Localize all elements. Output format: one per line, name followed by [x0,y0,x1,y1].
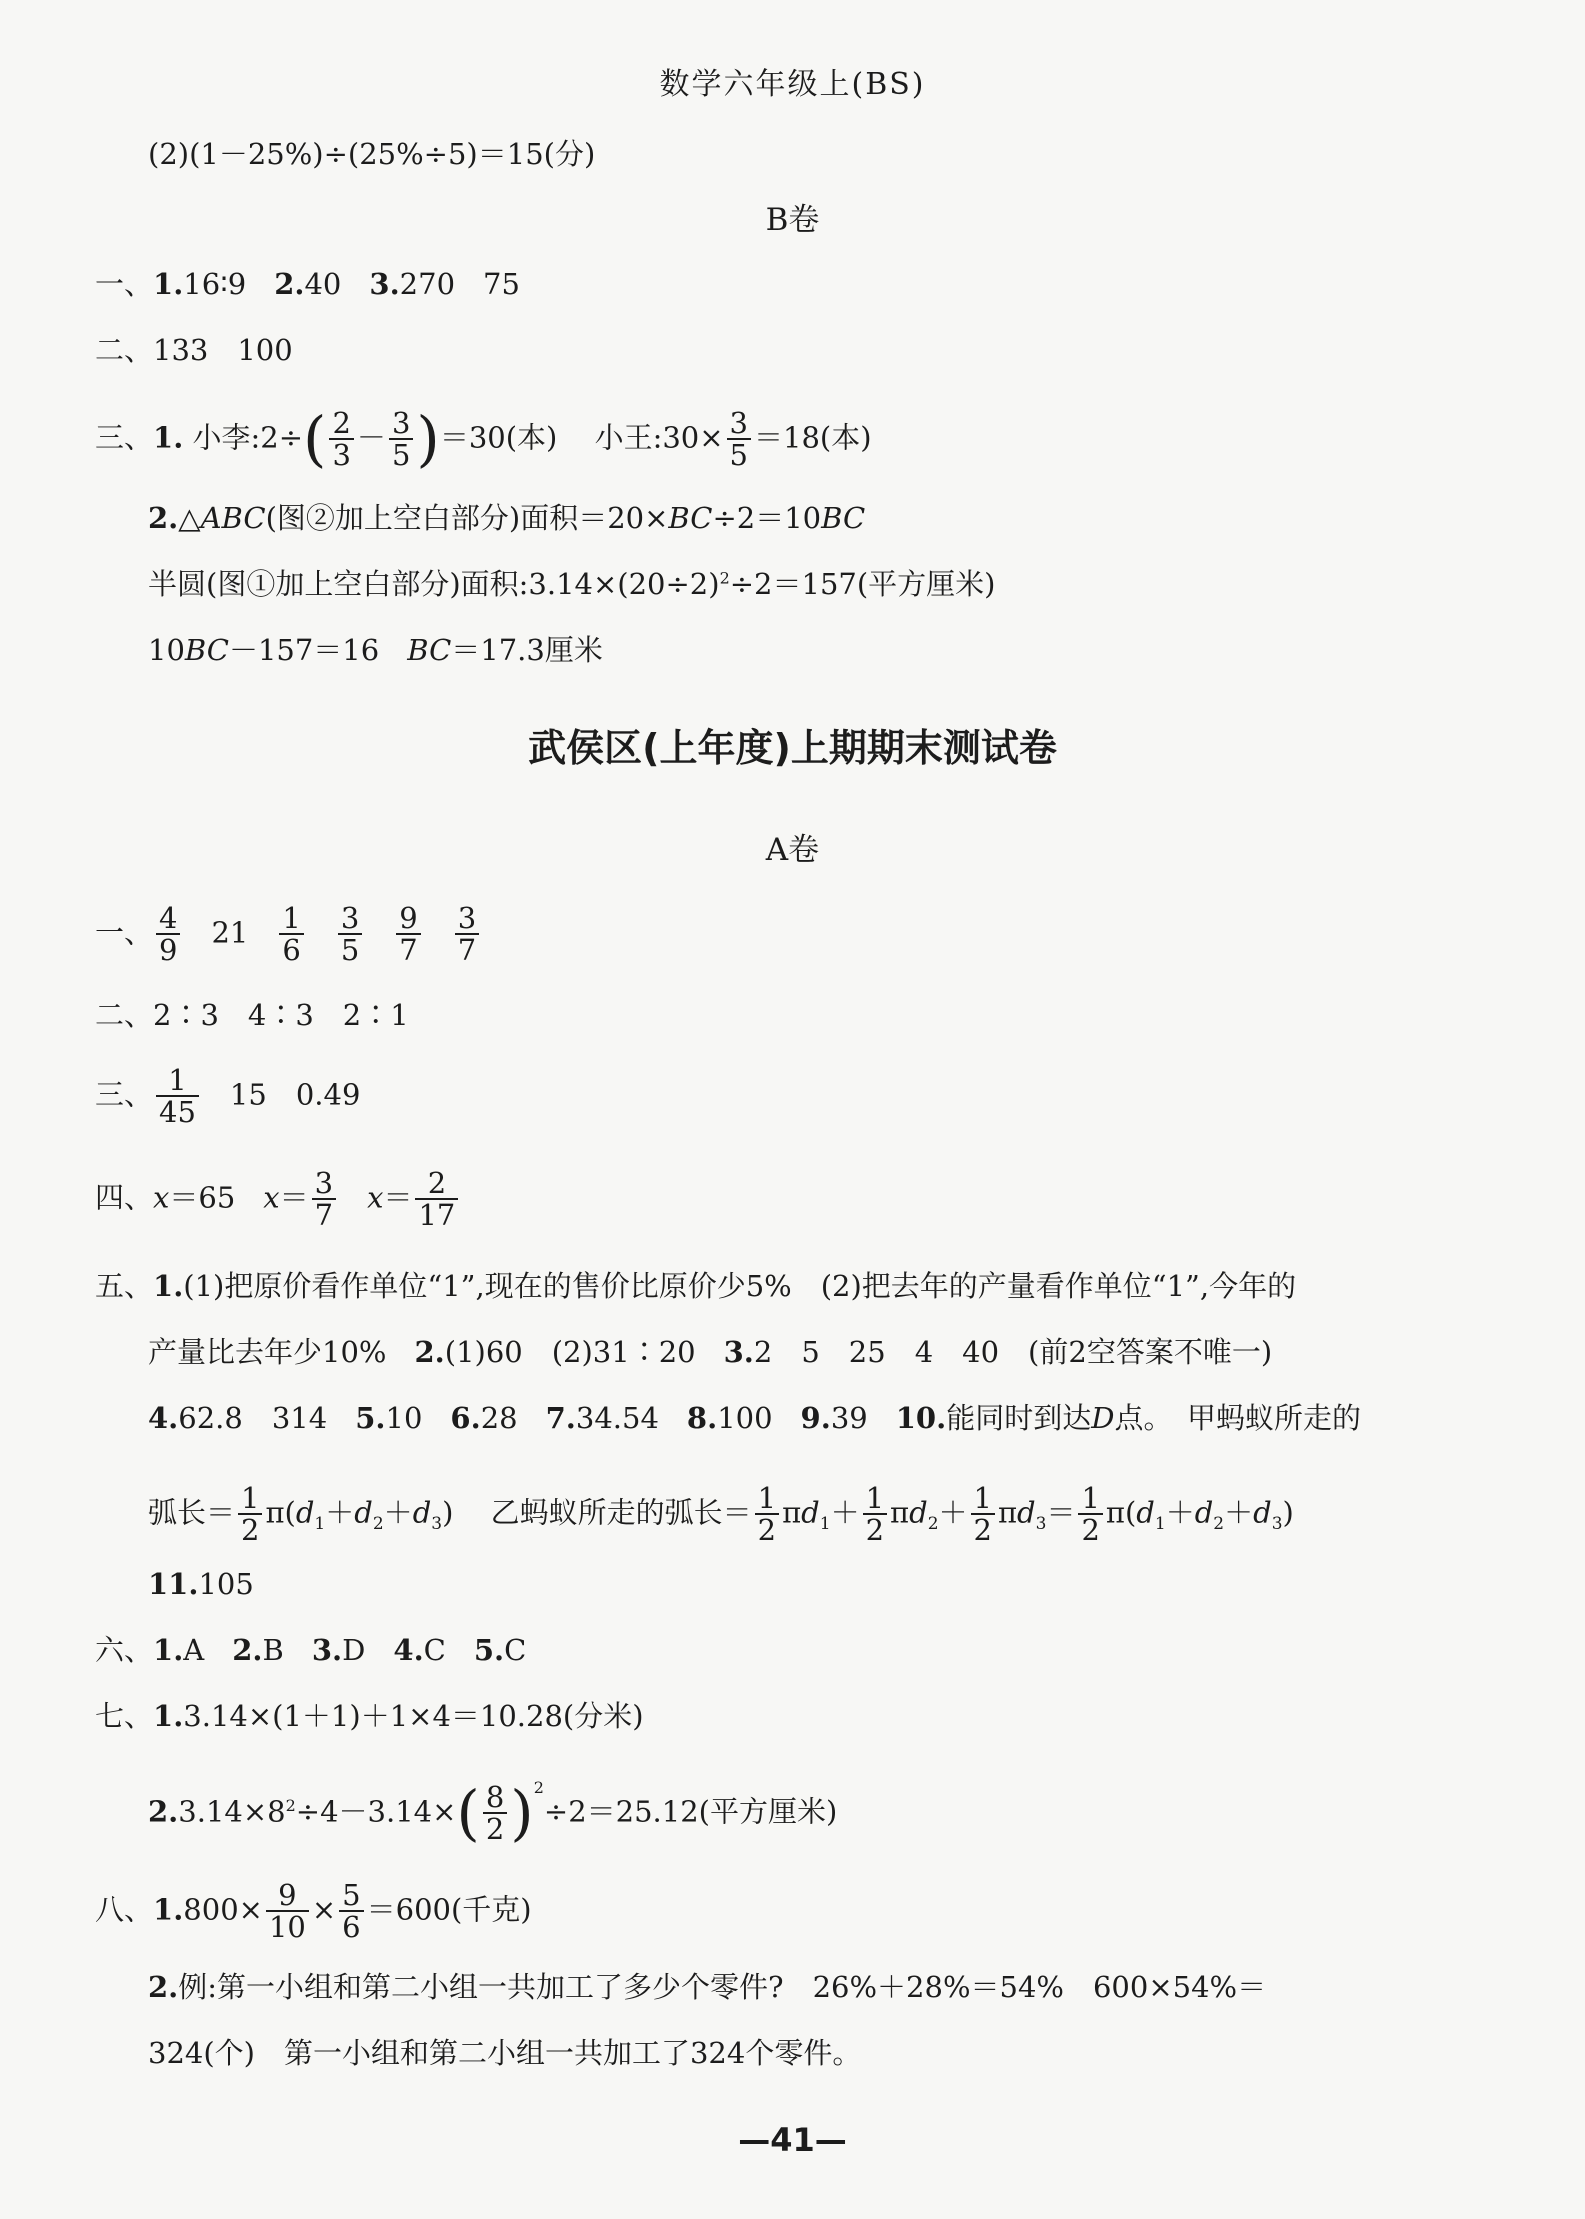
a-question-5-line3: 4.62.8 314 5.10 6.28 7.34.54 8.100 9.39 10.能同时到达D点。 甲蚂蚁所走的 [148,1401,1361,1435]
a-question-2: 二、2∶3 4∶3 2∶1 [95,998,409,1032]
a-question-7-1: 七、1.3.14×(1＋1)＋1×4＝10.28(分米) [95,1699,644,1733]
b-question-3-4: 10BC－157＝16 BC＝17.3厘米 [148,633,603,667]
a-question-5-line5: 11.105 [148,1567,254,1601]
page-number: —41— [738,2121,847,2159]
a-question-4: 四、x＝65 x＝ $\frac{3}{7}$ x＝ $\frac{2}{17}$ [95,1168,1585,1231]
a-question-6: 六、1.A 2.B 3.D 4.C 5.C [95,1633,527,1667]
b-question-3-2: 2.△ABC(图②加上空白部分)面积＝20×BC÷2＝10BC [148,501,866,535]
a-question-3: 三、 $\frac{1}{45}$ 15 0.49 [95,1063,361,1130]
top-answer-line: (2)(1－25%)÷(25%÷5)＝15(分) [148,137,596,171]
a-question-5-line4: 弧长＝ $\frac{1}{2}$ $\pi(d_1+d_2+d_3)$ 乙蚂蚁所走的弧长＝ $\frac{1}{2}$ $\pi d_1+$ $\frac{1}{2}$ $\pi d_2+$ $\frac{1}{2}$ $\pi d_3=$ $\frac{1}{2}$ $\pi(d_1+d_2+d_3)$ [148,1481,1294,1548]
a-question-5-line1: 五、1.(1)把原价看作单位“1”,现在的售价比原价少5% (2)把去年的产量看作单位“1”,今年的 [95,1269,1297,1303]
section-b-title: B卷 [765,202,820,238]
exam-title: 武侯区(上年度)上期期末测试卷 [528,726,1057,770]
b-question-1: 一、1.16∶9 2.40 3.270 75 [95,267,520,301]
b-question-3-3: 半圆(图①加上空白部分)面积$:3.14\times(20\div 2)^2\div 2=157$(平方厘米) [148,567,996,601]
b-question-3-1: 三、1. 小李:2÷( $\frac{2}{3}$ － $\frac{3}{5}$ )＝30(本) 小王:30× $\frac{3}{5}$ ＝18(本) [95,404,872,475]
a-question-7-2: $2.3.14\times 8^2\div 4-3.14\times$( $\frac{8}{2}$ )$^2$÷2＝25.12(平方厘米) [148,1777,838,1849]
a-question-8-2: 2.例:第一小组和第二小组一共加工了多少个零件? 26%＋28%＝54% 600×54%＝ [148,1970,1267,2004]
a-question-5-line2: 产量比去年少10% 2.(1)60 (2)31∶20 3.2 5 25 4 40 (前2空答案不唯一) [148,1335,1273,1369]
page-header: 数学六年级上(BS) [659,67,926,102]
section-a-title: A卷 [765,832,820,868]
a-question-1: 一、 $\frac{4}{9}$ 21 $\frac{1}{6}$ $\frac{3}{5}$ $\frac{9}{7}$ $\frac{3}{7}$ [95,903,1585,966]
a-question-8-1: 八、1.800× $\frac{9}{10}$ × $\frac{5}{6}$ ＝600(千克) [95,1878,532,1945]
b-question-2: 二、133 100 [95,333,293,367]
a-question-8-3: 324(个) 第一小组和第二小组一共加工了324个零件。 [148,2036,862,2070]
